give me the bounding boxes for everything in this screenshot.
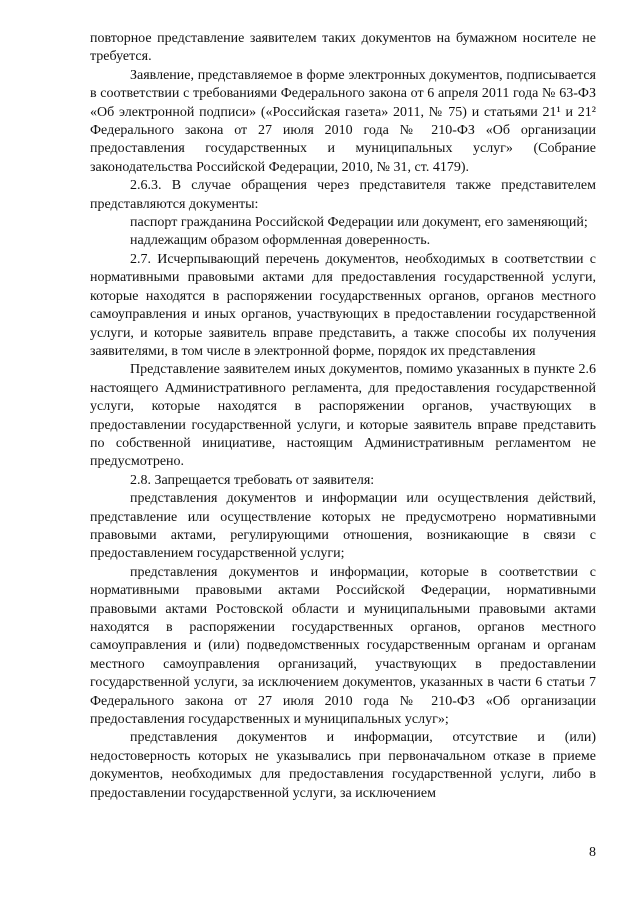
paragraph-6: 2.7. Исчерпывающий перечень документов, необходимых в соответствии с нормативными правовыми актами для предоставления государственной услуги, которые находятся в распоряжении государственных органов, органов местного самоуправления и иных органов, участвующих в предоставлении государственной услуги, и которые заявитель вправе представить, а также способы их получения заявителями, в том числе в электронной форме, порядок их представления — [90, 251, 596, 359]
paragraph-1: повторное представление заявителем таких документов на бумажном носителе не требуется. — [90, 31, 596, 65]
document-page — [90, 30, 596, 803]
paragraph-5: надлежащим образом оформленная доверенность. — [130, 233, 431, 249]
paragraph-4: паспорт гражданина Российской Федерации или документ, его заменяющий; — [130, 215, 588, 231]
page-number: 8 — [589, 845, 596, 860]
paragraph-3: 2.6.3. В случае обращения через представителя также представителем представляются документы: — [90, 178, 596, 212]
paragraph-7: Представление заявителем иных документов, помимо указанных в пункте 2.6 настоящего Административного регламента, для предоставления государственной услуги, которые находятся в распоряжении органов, участвующих в предоставлении государственной услуги, и которые заявитель вправе представить по собственной инициативе, настоящим Административным регламентом не предусмотрено. — [90, 362, 596, 470]
paragraph-8: 2.8. Запрещается требовать от заявителя: — [130, 472, 375, 488]
paragraph-9: представления документов и информации или осуществления действий, представление или осуществление которых не предусмотрено нормативными правовыми актами, регулирующими отношения, возникающие в связи с предоставлением государственной услуги; — [90, 491, 596, 562]
paragraph-2: Заявление, представляемое в форме электронных документов, подписывается в соответствии с требованиями Федерального закона от 6 апреля 2011 года № 63-ФЗ «Об электронной подписи» («Российская газета» 2011, № 75) и статьями 21¹ и 21² Федерального закона от 27 июля 2010 года № 210-ФЗ «Об организации предоставления государственных и муниципальных услуг» (Собрание законодательства Российской Федерации, 2010, № 31, ст. 4179). — [90, 67, 596, 175]
paragraph-10: представления документов и информации, которые в соответствии с нормативными правовыми актами Российской Федерации, нормативными правовыми актами Ростовской области и муниципальными правовыми актами находятся в распоряжении государственных органов, органов местного самоуправления и (или) подведомственных государственным органам и органам местного самоуправления организаций, участвующих в предоставлении государственной услуги, за исключением документов, указанных в части 6 статьи 7 Федерального закона от 27 июля 2010 года № 210-ФЗ «Об организации предоставления государственных и муниципальных услуг»; — [90, 564, 596, 728]
paragraph-11: представления документов и информации, отсутствие и (или) недостоверность которых не указывались при первоначальном отказе в приеме документов, необходимых для предоставления государственной услуги, либо в предоставлении государственной услуги, за исключением — [90, 730, 596, 801]
